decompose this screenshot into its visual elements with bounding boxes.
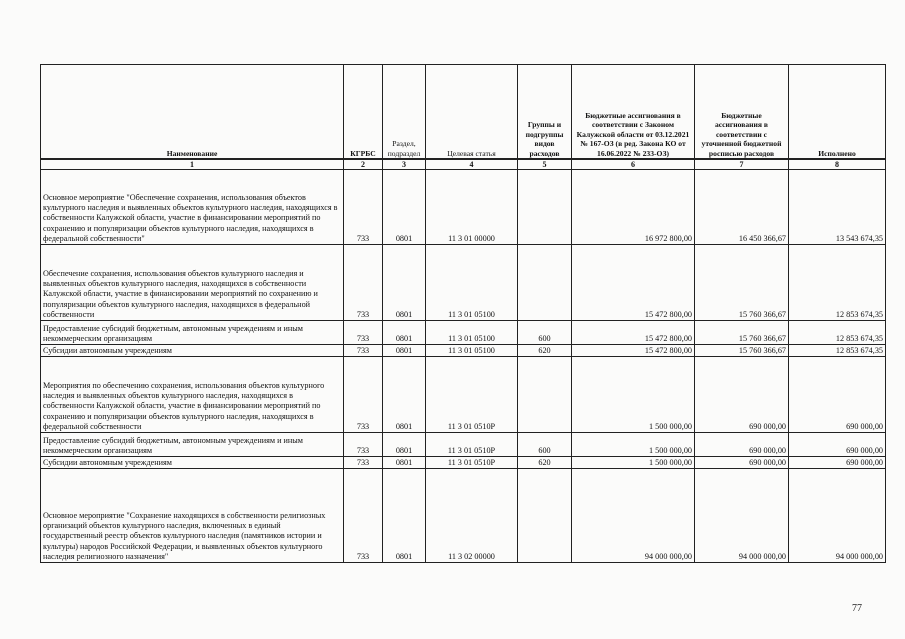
row-target: 11 3 01 0510Р bbox=[426, 357, 518, 433]
row-executed-amount: 12 853 674,35 bbox=[789, 345, 886, 357]
row-target: 11 3 01 05100 bbox=[426, 321, 518, 345]
column-number: 7 bbox=[695, 159, 789, 170]
row-refined-amount: 690 000,00 bbox=[695, 433, 789, 457]
column-number-row bbox=[41, 159, 886, 170]
row-kgrbs: 733 bbox=[344, 433, 383, 457]
column-number: 3 bbox=[383, 159, 426, 170]
row-section: 0801 bbox=[383, 245, 426, 321]
row-section: 0801 bbox=[383, 433, 426, 457]
row-executed-amount: 690 000,00 bbox=[789, 357, 886, 433]
header-section: Раздел, подраздел bbox=[383, 65, 426, 160]
row-kgrbs: 733 bbox=[344, 345, 383, 357]
row-name: Основное мероприятие "Сохранение находящихся в собственности религиозных организаций объектов культурного наследия, включенных в единый государственный реестр объектов культурного наследия (памятников истории и культуры) народов Российской Федерации, и выявленных объектов культурного наследия религиозного назначения" bbox=[41, 469, 344, 563]
row-name: Основное мероприятие "Обеспечение сохранения, использования объектов культурного наследия и выявленных объектов культурного наследия, находящихся в собственности Калужской области, участие в финансировании мероприятий по сохранению и популяризации объектов культурного наследия, находящихся в федеральной собственности" bbox=[41, 170, 344, 245]
row-law-amount: 16 972 800,00 bbox=[572, 170, 695, 245]
header-executed: Исполнено bbox=[789, 65, 886, 160]
column-number: 8 bbox=[789, 159, 886, 170]
row-name: Обеспечение сохранения, использования объектов культурного наследия и выявленных объектов культурного наследия, находящихся в собственности Калужской области, участие в финансировании мероприятий по сохранению и популяризации объектов культурного наследия, находящихся в федеральной собственности bbox=[41, 245, 344, 321]
page-number: 77 bbox=[852, 603, 862, 614]
header-refined-allocations: Бюджетные ассигнования в соответствии с уточненной бюджетной росписью расходов bbox=[695, 65, 789, 160]
table-row bbox=[41, 345, 886, 357]
row-section: 0801 bbox=[383, 170, 426, 245]
row-executed-amount: 12 853 674,35 bbox=[789, 321, 886, 345]
row-refined-amount: 15 760 366,67 bbox=[695, 345, 789, 357]
row-target: 11 3 01 05100 bbox=[426, 345, 518, 357]
row-target: 11 3 01 00000 bbox=[426, 170, 518, 245]
row-target: 11 3 01 05100 bbox=[426, 245, 518, 321]
row-group: 600 bbox=[518, 433, 572, 457]
column-number: 1 bbox=[41, 159, 344, 170]
row-group: 600 bbox=[518, 321, 572, 345]
row-law-amount: 15 472 800,00 bbox=[572, 321, 695, 345]
row-executed-amount: 690 000,00 bbox=[789, 457, 886, 469]
table-row bbox=[41, 245, 886, 321]
row-refined-amount: 690 000,00 bbox=[695, 457, 789, 469]
table-header-row bbox=[41, 65, 886, 160]
table-row bbox=[41, 433, 886, 457]
row-refined-amount: 690 000,00 bbox=[695, 357, 789, 433]
header-target: Целевая статья bbox=[426, 65, 518, 160]
row-law-amount: 1 500 000,00 bbox=[572, 457, 695, 469]
row-target: 11 3 01 0510Р bbox=[426, 433, 518, 457]
row-refined-amount: 16 450 366,67 bbox=[695, 170, 789, 245]
row-kgrbs: 733 bbox=[344, 245, 383, 321]
row-kgrbs: 733 bbox=[344, 457, 383, 469]
column-number: 4 bbox=[426, 159, 518, 170]
row-executed-amount: 13 543 674,35 bbox=[789, 170, 886, 245]
row-law-amount: 1 500 000,00 bbox=[572, 433, 695, 457]
row-law-amount: 94 000 000,00 bbox=[572, 469, 695, 563]
row-refined-amount: 94 000 000,00 bbox=[695, 469, 789, 563]
row-executed-amount: 690 000,00 bbox=[789, 433, 886, 457]
table-row bbox=[41, 469, 886, 563]
table-row bbox=[41, 170, 886, 245]
table-row bbox=[41, 357, 886, 433]
row-group bbox=[518, 469, 572, 563]
row-target: 11 3 02 00000 bbox=[426, 469, 518, 563]
budget-table bbox=[40, 64, 886, 563]
column-number: 6 bbox=[572, 159, 695, 170]
row-refined-amount: 15 760 366,67 bbox=[695, 321, 789, 345]
row-section: 0801 bbox=[383, 357, 426, 433]
row-name: Субсидии автономным учреждениям bbox=[41, 345, 344, 357]
row-section: 0801 bbox=[383, 321, 426, 345]
row-law-amount: 1 500 000,00 bbox=[572, 357, 695, 433]
row-kgrbs: 733 bbox=[344, 357, 383, 433]
row-target: 11 3 01 0510Р bbox=[426, 457, 518, 469]
table-row bbox=[41, 321, 886, 345]
row-group: 620 bbox=[518, 345, 572, 357]
row-kgrbs: 733 bbox=[344, 170, 383, 245]
row-executed-amount: 12 853 674,35 bbox=[789, 245, 886, 321]
row-kgrbs: 733 bbox=[344, 469, 383, 563]
row-executed-amount: 94 000 000,00 bbox=[789, 469, 886, 563]
header-kgrbs: КГРБС bbox=[344, 65, 383, 160]
column-number: 5 bbox=[518, 159, 572, 170]
row-kgrbs: 733 bbox=[344, 321, 383, 345]
row-refined-amount: 15 760 366,67 bbox=[695, 245, 789, 321]
row-law-amount: 15 472 800,00 bbox=[572, 345, 695, 357]
header-groups: Группы и подгруппы видов расходов bbox=[518, 65, 572, 160]
row-name: Предоставление субсидий бюджетным, автономным учреждениям и иным некоммерческим организациям bbox=[41, 321, 344, 345]
column-number: 2 bbox=[344, 159, 383, 170]
table-row bbox=[41, 457, 886, 469]
row-group bbox=[518, 357, 572, 433]
row-law-amount: 15 472 800,00 bbox=[572, 245, 695, 321]
row-name: Предоставление субсидий бюджетным, автономным учреждениям и иным некоммерческим организациям bbox=[41, 433, 344, 457]
row-section: 0801 bbox=[383, 345, 426, 357]
row-name: Мероприятия по обеспечению сохранения, использования объектов культурного наследия и выявленных объектов культурного наследия, находящихся в собственности Калужской области, участие в финансировании мероприятий по сохранению и популяризации объектов культурного наследия, находящихся в федеральной собственности bbox=[41, 357, 344, 433]
header-law-allocations: Бюджетные ассигнования в соответствии с Законом Калужской области от 03.12.2021 № 167-ОЗ (в ред. Закона КО от 16.06.2022 № 233-ОЗ) bbox=[572, 65, 695, 160]
row-group bbox=[518, 245, 572, 321]
row-section: 0801 bbox=[383, 469, 426, 563]
row-name: Субсидии автономным учреждениям bbox=[41, 457, 344, 469]
row-section: 0801 bbox=[383, 457, 426, 469]
row-group: 620 bbox=[518, 457, 572, 469]
row-group bbox=[518, 170, 572, 245]
header-name: Наименование bbox=[41, 65, 344, 160]
